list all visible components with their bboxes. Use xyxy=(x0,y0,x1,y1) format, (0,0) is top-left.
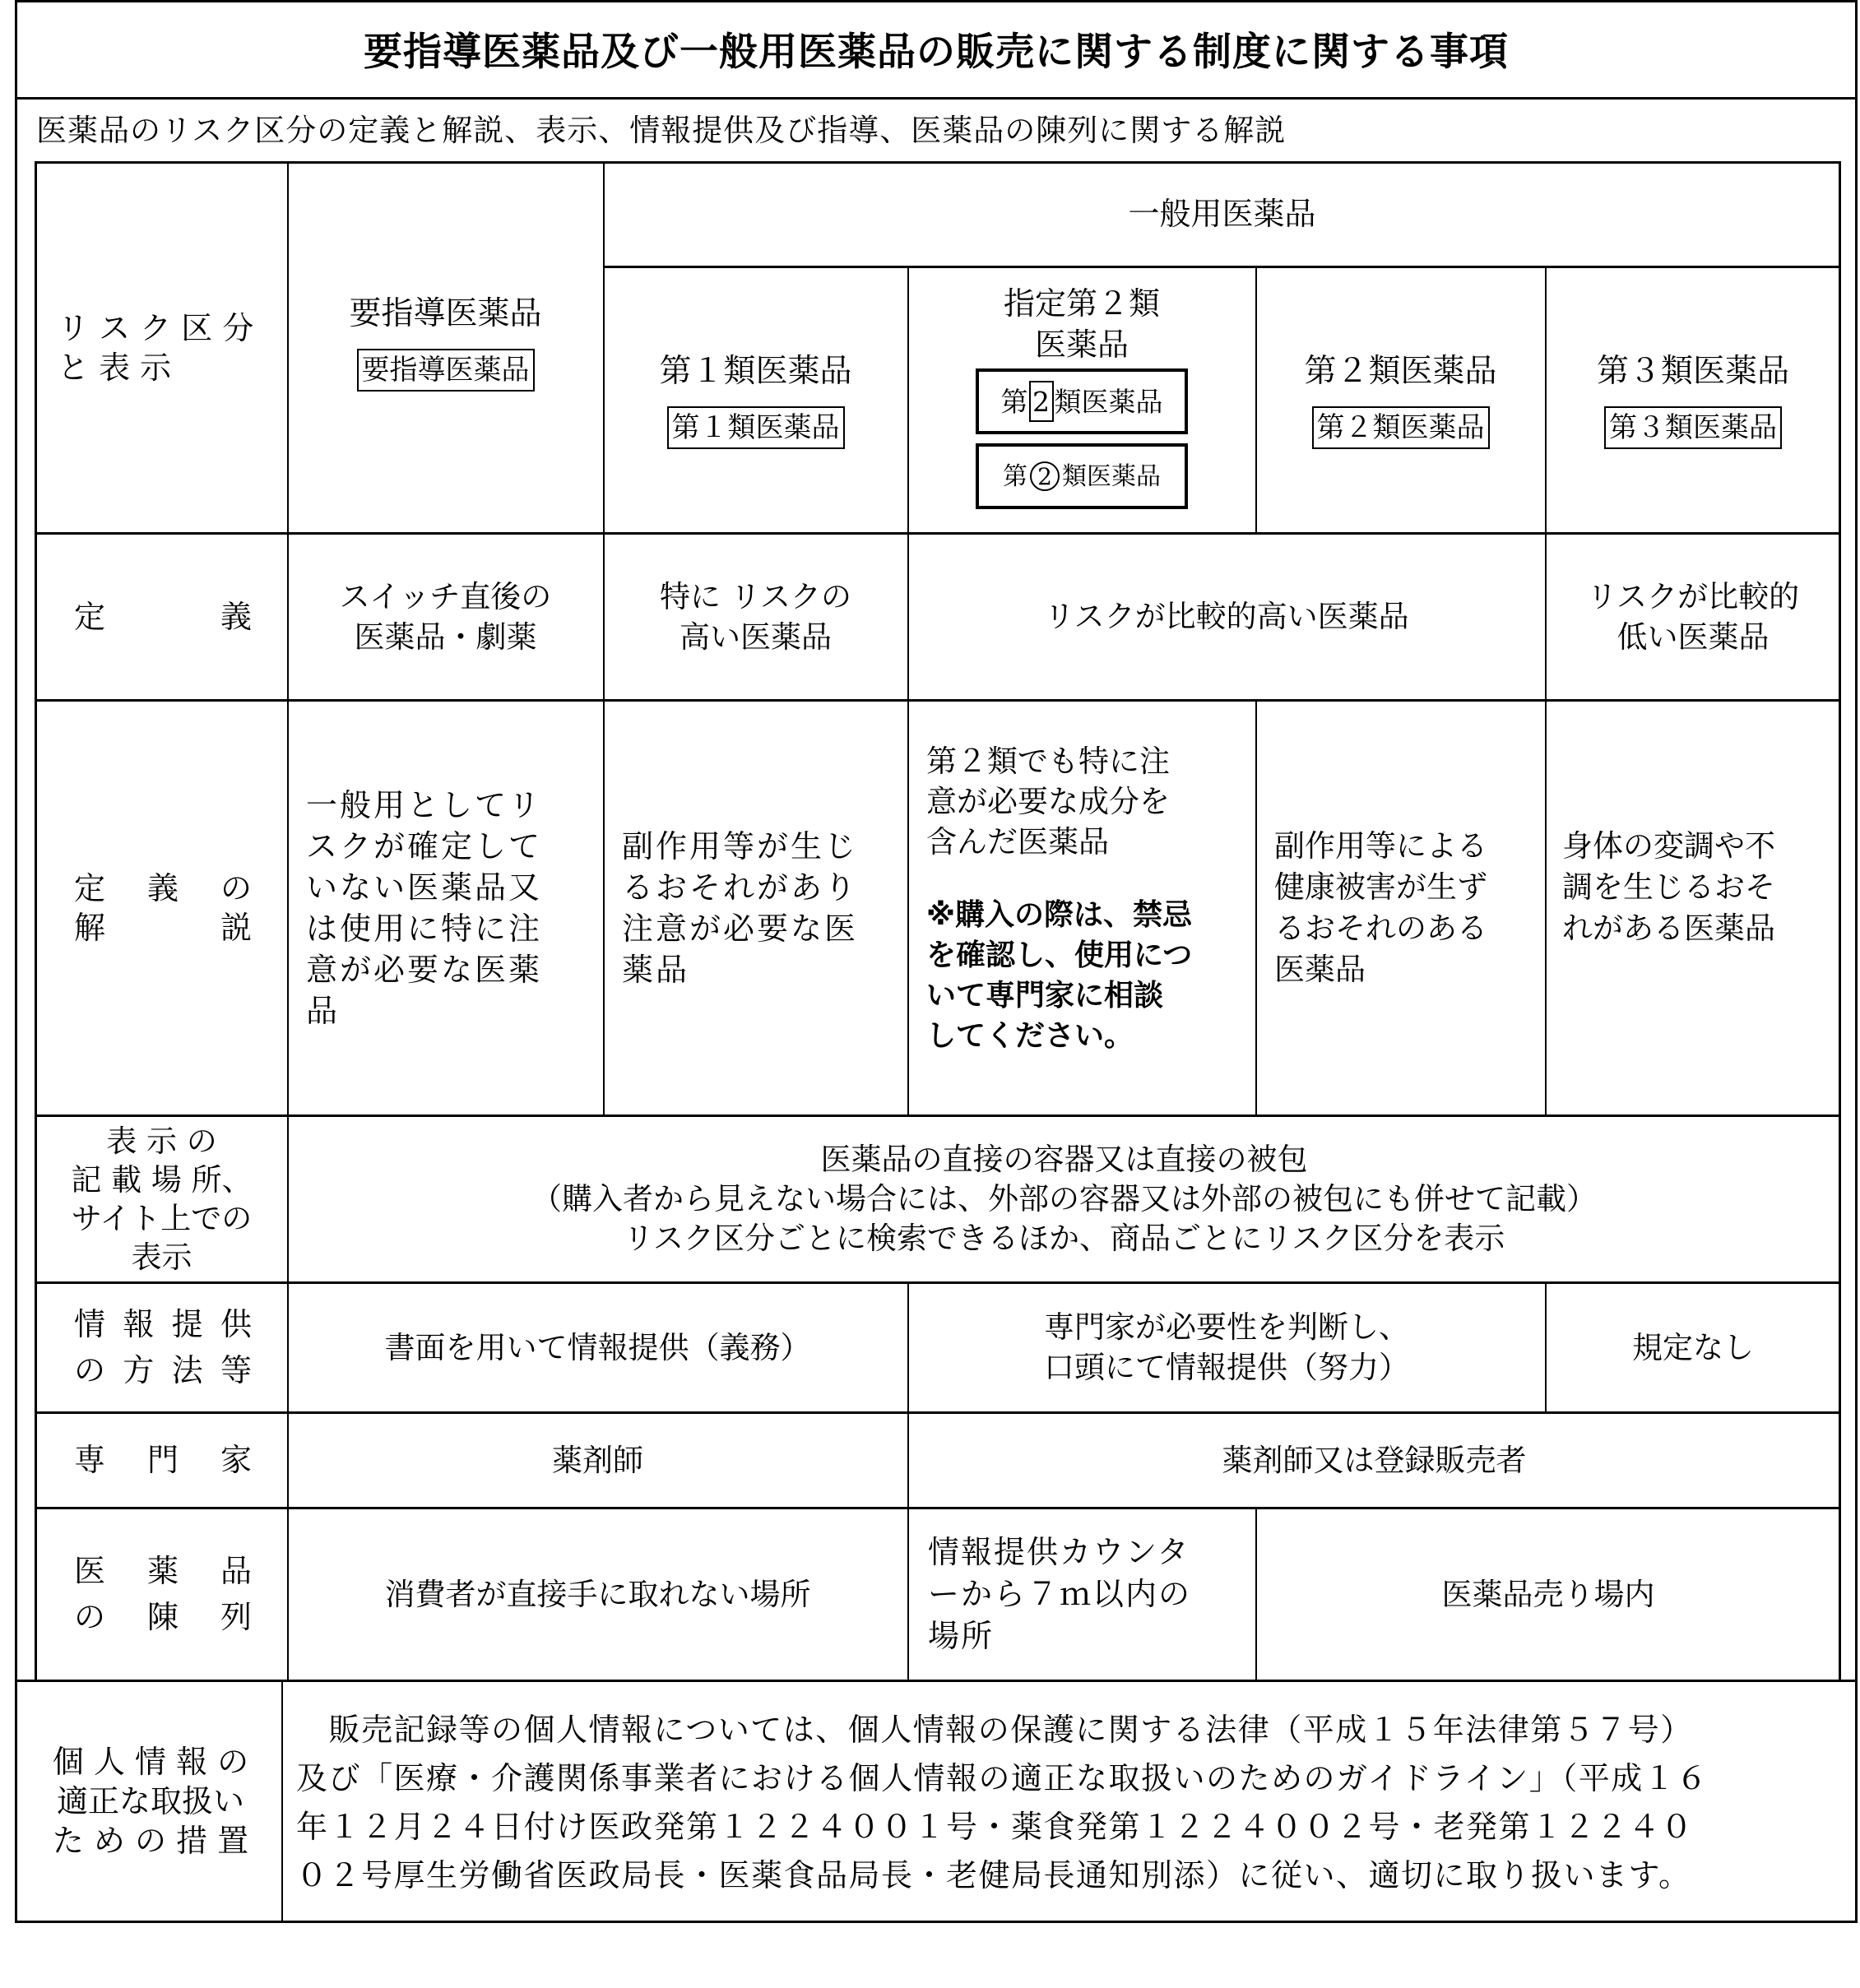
label-line xyxy=(74,869,252,908)
category-name: 要指導医薬品 xyxy=(349,295,542,332)
cell-line: 品 xyxy=(306,992,341,1029)
cell-line: 一般用としてリ xyxy=(306,786,543,823)
header-otc-group xyxy=(604,162,1840,266)
cell-line: 調を生じるおそ xyxy=(1562,869,1775,905)
label-char: 家 xyxy=(220,1442,252,1478)
explanation-class1 xyxy=(604,700,907,1115)
label-line xyxy=(74,908,252,948)
cell-line: 薬剤師 xyxy=(552,1442,643,1478)
label-line xyxy=(74,1597,252,1637)
header-class3 xyxy=(1546,266,1840,533)
label-char: 義 xyxy=(146,869,179,906)
label-char: 等 xyxy=(220,1352,252,1388)
cell-line: 場所 xyxy=(928,1617,995,1654)
explanation-class2 xyxy=(1256,700,1545,1115)
label-line: た め の 措 置 xyxy=(52,1823,249,1859)
cell-line: いて専門家に相談 xyxy=(926,979,1164,1013)
cell-line: 含んだ医薬品 xyxy=(926,824,1109,860)
info-method-class3 xyxy=(1546,1282,1840,1412)
label-char: 供 xyxy=(220,1306,252,1342)
label-char: の xyxy=(74,1352,106,1388)
cell-line: 専門家が必要性を判断し、 xyxy=(1044,1309,1409,1345)
definition-class2 xyxy=(908,533,1545,700)
display-designated2 xyxy=(908,1508,1255,1680)
stamp-circle-2 xyxy=(976,443,1188,509)
cell-line: リスク区分ごとに検索できるほか、商品ごとにリスク区分を表示 xyxy=(623,1220,1505,1256)
row-label-definition xyxy=(36,533,287,700)
boxed-number: 2 xyxy=(1029,381,1054,422)
label-char: 法 xyxy=(171,1352,203,1388)
cell-line: ーから７ｍ以内の xyxy=(928,1575,1192,1612)
otc-group-title: 一般用医薬品 xyxy=(1128,196,1316,232)
paragraph-line: 年１２月２４日付け医政発第１２２４００１号・薬食発第１２２４００２号・老発第１２２４０ xyxy=(296,1809,1694,1845)
cell-line: 注意が必要な医 xyxy=(622,910,859,947)
cell-line: 口頭にて情報提供（努力） xyxy=(1044,1350,1409,1385)
label-char: 報 xyxy=(123,1306,155,1342)
label-line: 表 示 の xyxy=(106,1123,217,1159)
label-line xyxy=(74,1551,252,1591)
explanation-guidance xyxy=(288,700,603,1115)
stamp-text: 類医薬品 xyxy=(1054,385,1163,418)
cell-line: 医薬品売り場内 xyxy=(1441,1576,1655,1612)
cell-line: れがある医薬品 xyxy=(1562,910,1775,946)
label-line: 適正な取扱い xyxy=(56,1783,244,1819)
cell-line: 身体の変調や不 xyxy=(1562,827,1775,864)
label-line xyxy=(74,1304,252,1344)
label-line xyxy=(74,1440,252,1480)
privacy-text xyxy=(296,1706,1843,1900)
display-class2-3 xyxy=(1256,1508,1840,1680)
row-label-info-method xyxy=(36,1282,287,1412)
cell-line: 医薬品 xyxy=(1274,951,1366,987)
display-location-all xyxy=(288,1115,1840,1282)
expert-guidance-class1 xyxy=(288,1412,907,1508)
explanation-designated2 xyxy=(908,700,1255,1115)
cell-line: いない医薬品又 xyxy=(306,869,543,906)
label-line: と 表 示 xyxy=(58,349,172,386)
explanation-class3 xyxy=(1546,700,1840,1115)
cell-line: スクが確定して xyxy=(306,827,543,864)
cell-line: 規定なし xyxy=(1632,1329,1754,1365)
cell-line: 第２類でも特に注 xyxy=(926,744,1170,779)
row-label-expert xyxy=(36,1412,287,1508)
cell-line: 副作用等が生じ xyxy=(622,827,859,864)
category-stamp: 第３類医薬品 xyxy=(1604,406,1782,449)
section-subtitle: 医薬品のリスク区分の定義と解説、表示、情報提供及び指導、医薬品の陳列に関する解説 xyxy=(36,113,1287,148)
label-char: 専 xyxy=(74,1442,106,1478)
row-label-explanation xyxy=(36,700,287,1115)
label-line xyxy=(74,597,252,637)
header-designated2 xyxy=(908,266,1255,533)
info-method-class2 xyxy=(908,1282,1545,1412)
page-title: 要指導医薬品及び一般用医薬品の販売に関する制度に関する事項 xyxy=(364,30,1509,75)
header-guidance xyxy=(288,162,603,533)
label-char: 定 xyxy=(74,869,106,906)
label-line xyxy=(74,1351,252,1390)
stamp-text: 第 xyxy=(1000,385,1028,418)
label-line: 個 人 情 報 の xyxy=(52,1744,249,1780)
cell-line: 副作用等による xyxy=(1274,827,1487,864)
stamp-square-2 xyxy=(976,368,1188,434)
label-char: 定 xyxy=(74,598,106,635)
cell-line: 低い医薬品 xyxy=(1616,619,1770,655)
category-stamp: 第２類医薬品 xyxy=(1312,406,1490,449)
cell-line: 薬品 xyxy=(622,951,690,988)
cell-line: 書面を用いて情報提供（義務） xyxy=(384,1329,811,1365)
cell-line: るおそれがあり xyxy=(622,869,859,906)
purchase-caution-note xyxy=(926,895,1192,1056)
privacy-label xyxy=(20,1680,281,1922)
header-class1 xyxy=(604,266,907,533)
label-char: 門 xyxy=(146,1442,179,1478)
label-char: 方 xyxy=(123,1352,155,1388)
privacy-divider xyxy=(281,1680,283,1923)
label-char: 品 xyxy=(220,1553,252,1589)
cell-line: 情報提供カウンタ xyxy=(928,1533,1190,1570)
cell-line: 高い医薬品 xyxy=(680,619,832,655)
category-stamp: 要指導医薬品 xyxy=(357,349,535,392)
label-char: 列 xyxy=(220,1599,252,1635)
label-char: の xyxy=(220,869,252,906)
cell-line: 特に リスクの xyxy=(659,578,852,614)
display-guidance-class1 xyxy=(288,1508,907,1680)
cell-line: リスクが比較的 xyxy=(1586,578,1800,614)
header-class2 xyxy=(1256,266,1545,533)
cell-line: してください。 xyxy=(926,1019,1134,1053)
cell-line: スイッチ直後の xyxy=(339,578,552,614)
paragraph-line: 販売記録等の個人情報については、個人情報の保護に関する法律（平成１５年法律第５７号） xyxy=(296,1712,1693,1748)
category-name: 第２類医薬品 xyxy=(1304,352,1497,390)
label-char: 説 xyxy=(220,909,252,946)
stamp-text: 類医薬品 xyxy=(1062,461,1161,491)
label-char: 薬 xyxy=(146,1553,179,1589)
label-char: 陳 xyxy=(146,1599,179,1635)
label-char: 義 xyxy=(220,598,252,635)
cell-line: 意が必要な医薬 xyxy=(306,951,543,988)
label-line: リ ス ク 区 分 xyxy=(58,309,254,346)
label-line: 表示 xyxy=(131,1239,192,1275)
expert-class2-3 xyxy=(908,1412,1840,1508)
category-name: 第１類医薬品 xyxy=(659,352,852,390)
category-stamp: 第１類医薬品 xyxy=(667,406,845,449)
label-char: 情 xyxy=(74,1306,106,1342)
cell-line: ※購入の際は、禁忌 xyxy=(926,898,1192,932)
cell-line: （購入者から見えない場合には、外部の容器又は外部の被包にも併せて記載） xyxy=(531,1180,1597,1216)
cell-line: リスクが比較的高い医薬品 xyxy=(1044,599,1409,634)
stamp-text: 第 xyxy=(1003,461,1027,491)
category-name: 第３類医薬品 xyxy=(1596,352,1789,390)
definition-guidance xyxy=(288,533,603,700)
definition-class1 xyxy=(604,533,907,700)
label-char: 解 xyxy=(74,909,106,946)
definition-class3 xyxy=(1546,533,1840,700)
info-method-guidance-class1 xyxy=(288,1282,907,1412)
label-char: 医 xyxy=(74,1553,106,1589)
row-label-risk xyxy=(36,162,287,533)
cell-line: 医薬品・劇薬 xyxy=(354,619,537,655)
cell-line: は使用に特に注 xyxy=(306,910,543,947)
category-name: 指定第２類 xyxy=(1003,285,1160,322)
paragraph-line: 及び「医療・介護関係事業者における個人情報の適正な取扱いのためのガイドライン」（平成１６ xyxy=(296,1760,1709,1796)
paragraph-line: ０２号厚生労働省医政局長・医薬食品局長・老健局長通知別添）に従い、適切に取り扱います。 xyxy=(296,1857,1691,1893)
row-label-display xyxy=(36,1508,287,1680)
cell-line: 薬剤師又は登録販売者 xyxy=(1222,1442,1527,1478)
label-line: 記 載 場 所、 xyxy=(71,1161,253,1198)
row-label-display-location xyxy=(36,1115,287,1282)
label-line: サイト上での xyxy=(71,1200,253,1236)
cell-line: 医薬品の直接の容器又は直接の被包 xyxy=(820,1141,1308,1177)
title-divider xyxy=(15,97,1858,100)
cell-line: るおそれのある xyxy=(1274,910,1487,946)
cell-line: 健康被害が生ず xyxy=(1274,869,1487,905)
label-char: の xyxy=(74,1599,106,1635)
cell-line: 消費者が直接手に取れない場所 xyxy=(384,1576,811,1612)
cell-line: を確認し、使用につ xyxy=(926,938,1193,972)
cell-line: 意が必要な成分を xyxy=(926,784,1170,819)
label-char: 提 xyxy=(171,1306,203,1342)
category-name: 医薬品 xyxy=(1034,327,1129,363)
circled-number: 2 xyxy=(1030,461,1060,491)
